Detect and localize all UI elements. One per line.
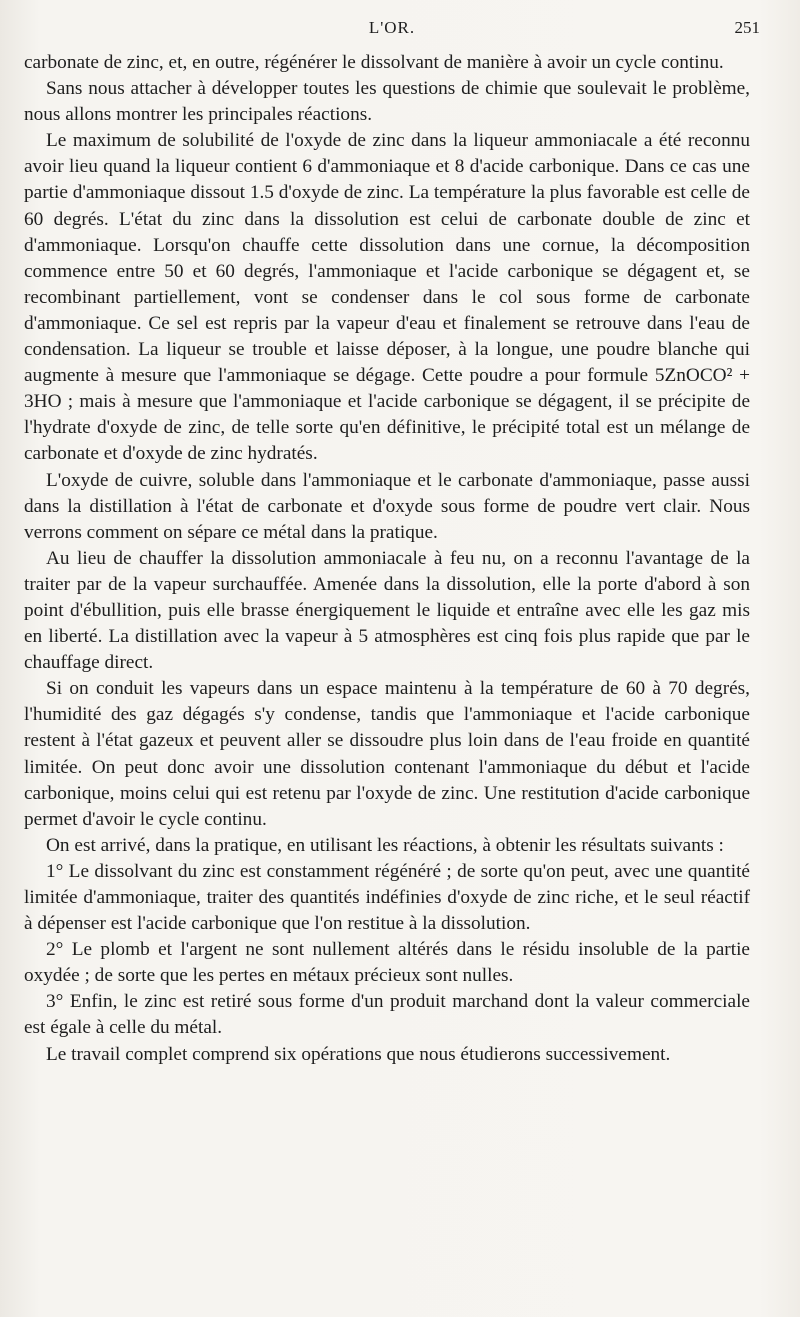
list-item-2: 2° Le plomb et l'argent ne sont nullement altérés dans le résidu insoluble de la partie oxydée ; de sorte que les pertes en métaux précieux sont nulles. [24,939,750,987]
running-title: L'OR. [368,18,416,37]
list-item-3: 3° Enfin, le zinc est retiré sous forme d'un produit marchand dont la valeur commerciale est égale à celle du métal. [24,991,750,1039]
paragraph: On est arrivé, dans la pratique, en utilisant les réactions, à obtenir les résultats suivants : [46,834,724,856]
running-header [24,18,760,46]
paragraph: Sans nous attacher à développer toutes les questions de chimie que soulevait le problème, nous allons montrer les principales réactions. [24,78,750,126]
paragraph: L'oxyde de cuivre, soluble dans l'ammoniaque et le carbonate d'ammoniaque, passe aussi dans la distillation à l'état de carbonate et d'oxyde sous forme de poudre vert clair. Nous verrons comment on sépare ce métal dans la pratique. [24,469,750,543]
paragraph: Le maximum de solubilité de l'oxyde de zinc dans la liqueur ammoniacale a été reconnu avoir lieu quand la liqueur contient 6 d'ammoniaque et 8 d'acide carbonique. Dans ce cas une partie d'ammoniaque dissout 1.5 d'oxyde de zinc. La température la plus favorable est celle de 60 degrés. L'état du zinc dans la dissolution est celui de carbonate double de zinc et d'ammoniaque. Lorsqu'on chauffe cette dissolution dans une cornue, la décomposition commence entre 50 et 60 degrés, l'ammoniaque et l'acide carbonique se dégagent et, se recombinant partiellement, vont se condenser dans le col sous forme de carbonate d'ammoniaque. Ce sel est repris par la vapeur d'eau et finalement se retrouve dans l'eau de condensation. La liqueur se trouble et laisse déposer, à la longue, une poudre blanche qui augmente à mesure que l'ammoniaque se dégage. Cette poudre a pour formule 5ZnOCO² + 3HO ; mais à mesure que l'ammoniaque et l'acide carbonique se dégagent, il se précipite de l'hydrate d'oxyde de zinc, de telle sorte qu'en définitive, le précipité total est un mélange de carbonate et d'oxyde de zinc hydratés. [24,130,750,465]
body-text [24,50,750,1068]
paragraph-continuation: carbonate de zinc, et, en outre, régénérer le dissolvant de manière à avoir un cycle continu. [24,52,724,73]
page-number: 251 [734,18,760,37]
list-item-1: 1° Le dissolvant du zinc est constamment régénéré ; de sorte qu'on peut, avec une quantité limitée d'ammoniaque, traiter des quantités indéfinies d'oxyde de zinc riche, et le seul réactif à dépenser est l'acide carbonique que l'on restitue à la dissolution. [24,860,750,935]
paragraph: Au lieu de chauffer la dissolution ammoniacale à feu nu, on a reconnu l'avantage de la traiter par de la vapeur surchauffée. Amenée dans la dissolution, elle la porte d'abord à son point d'ébullition, puis elle brasse énergiquement le liquide et entraîne avec elle les gaz mis en liberté. La distillation avec la vapeur à 5 atmosphères est cinq fois plus rapide que par le chauffage direct. [24,547,750,674]
paragraph: Le travail complet comprend six opérations que nous étudierons successivement. [46,1043,671,1065]
paragraph: Si on conduit les vapeurs dans un espace maintenu à la température de 60 à 70 degrés, l'humidité des gaz dégagés s'y condense, tandis que l'ammoniaque et l'acide carbonique restent à l'état gazeux et peuvent aller se dissoudre plus loin dans de l'eau froide en quantité limitée. On peut donc avoir une dissolution contenant l'ammoniaque du début et l'acide carbonique, moins celui qui est retenu par l'oxyde de zinc. Une restitution d'acide carbonique permet d'avoir le cycle continu. [24,678,750,830]
